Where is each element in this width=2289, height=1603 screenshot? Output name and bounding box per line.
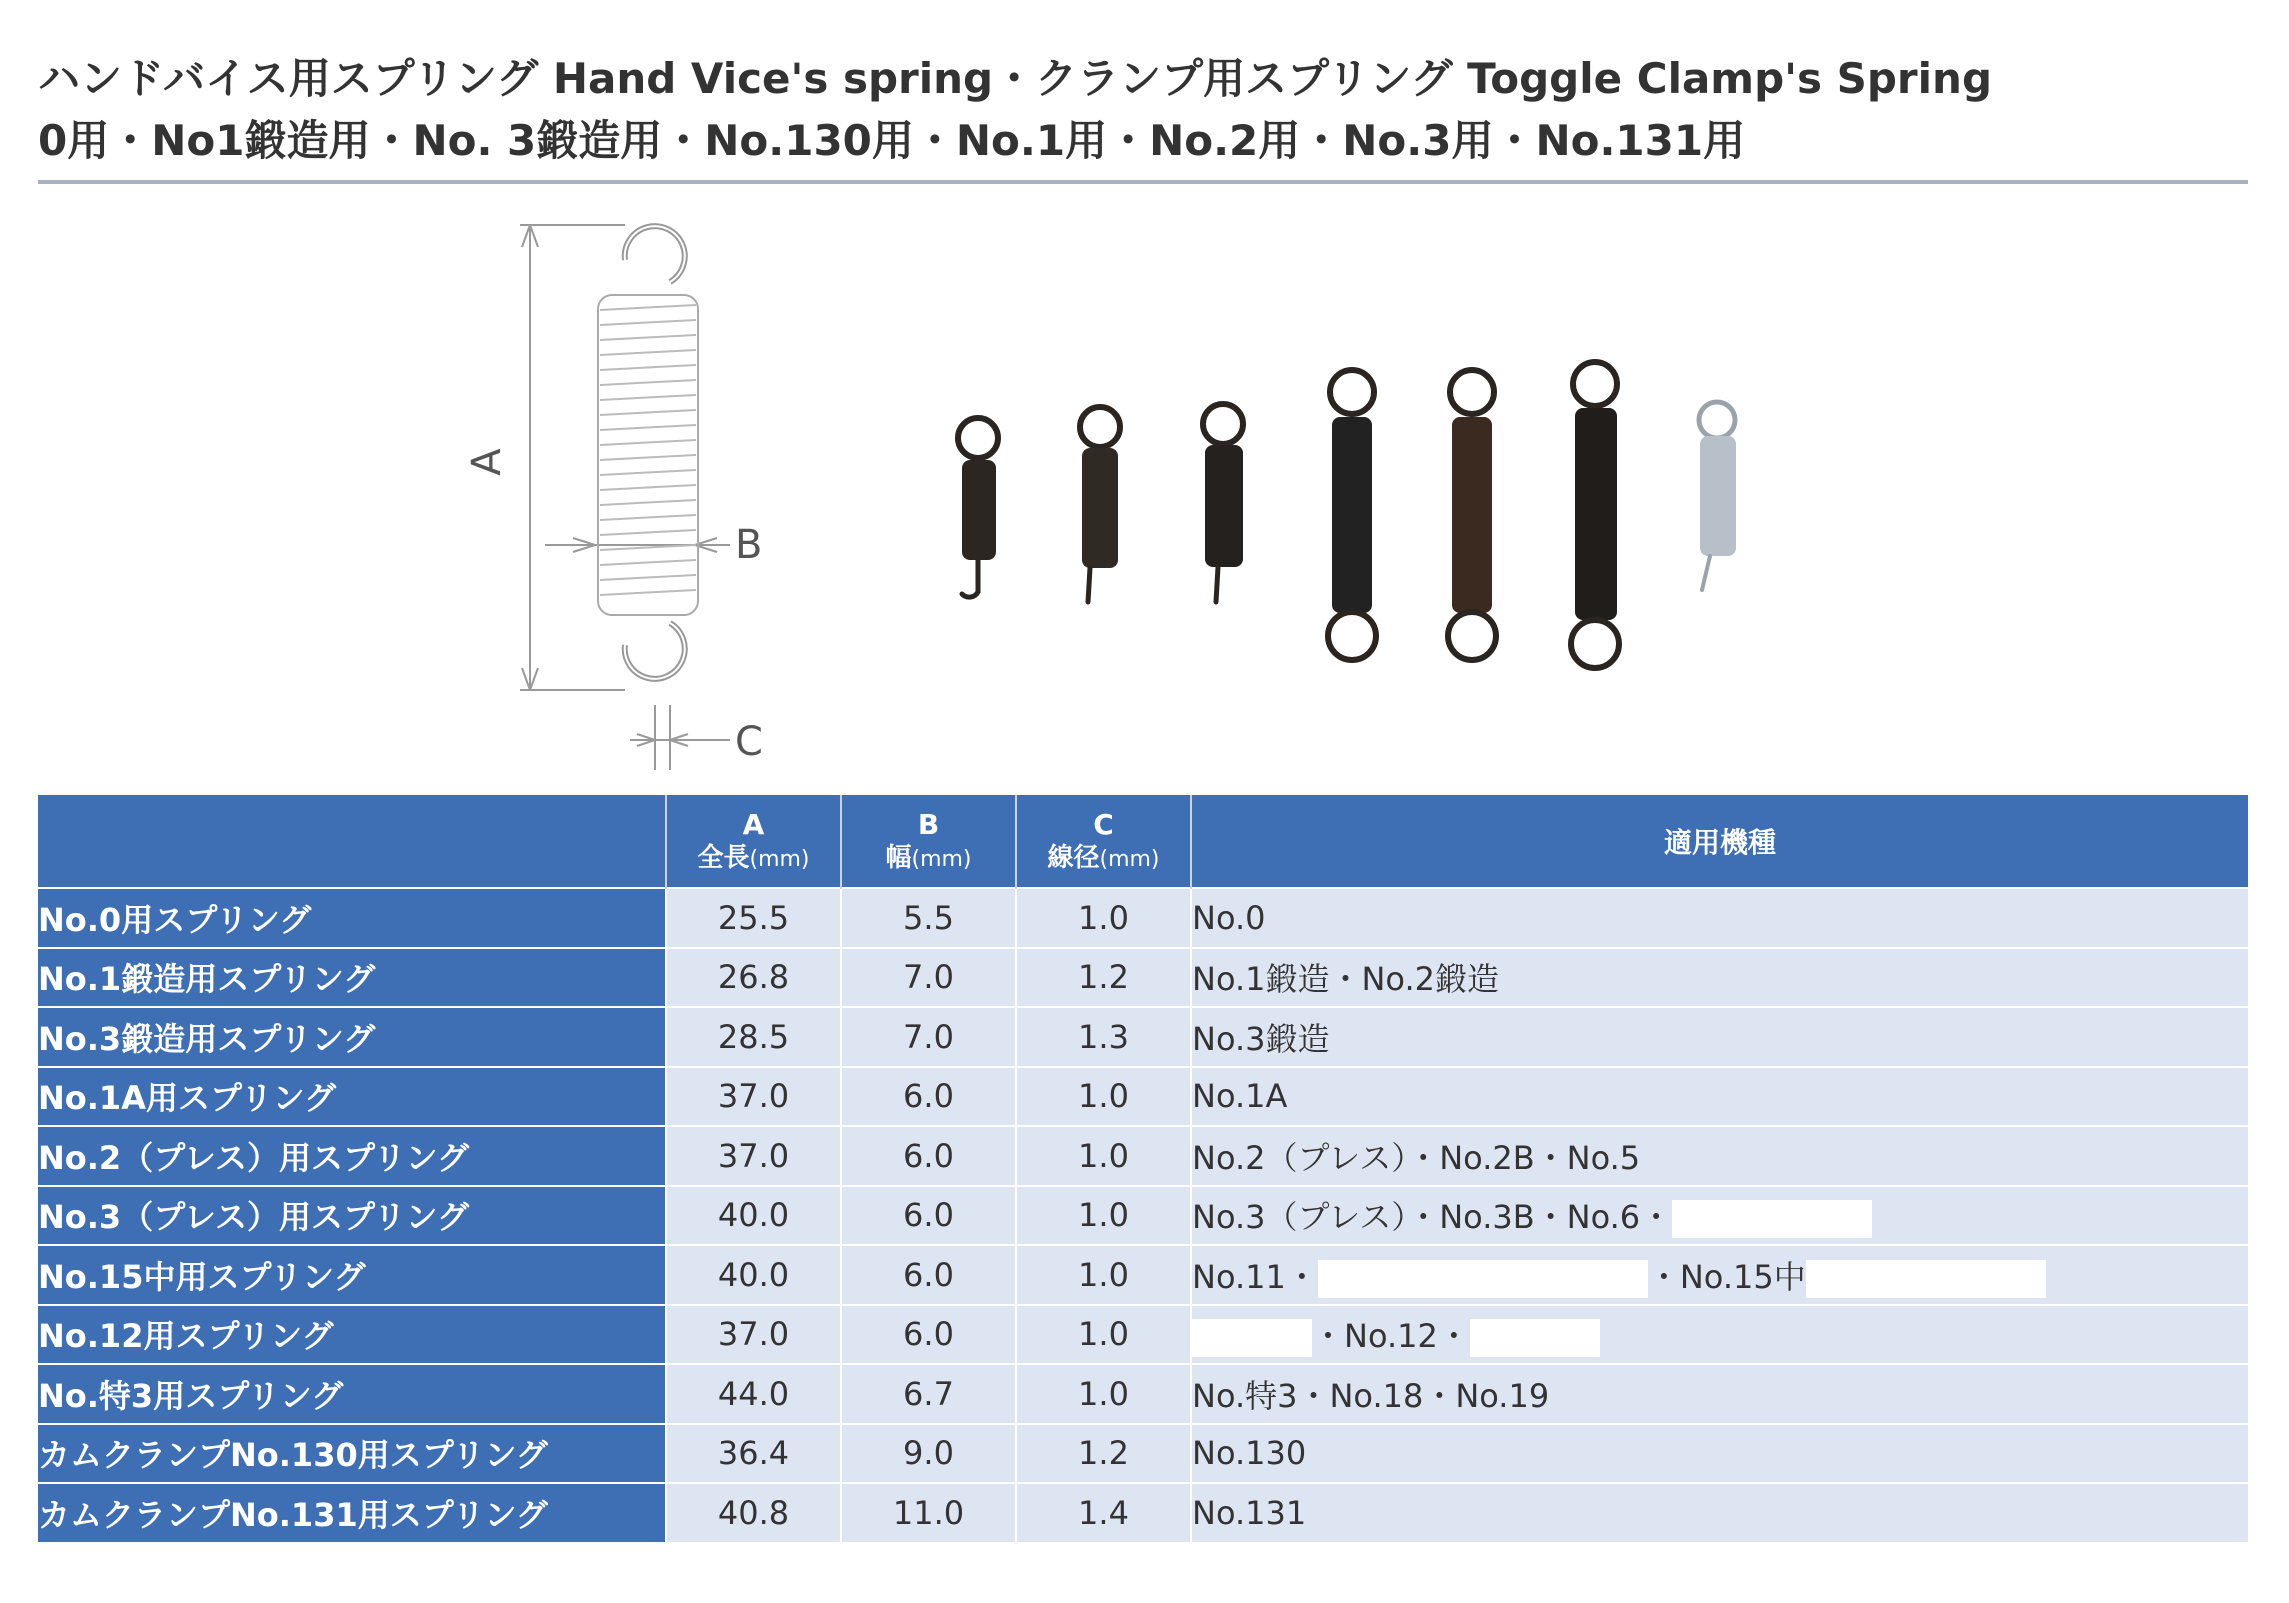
cell-apply: No.2（プレス）・No.2B・No.5 — [1191, 1126, 2248, 1186]
spring-coils — [600, 305, 696, 595]
cell-a: 40.0 — [666, 1186, 841, 1246]
cell-b: 6.0 — [841, 1186, 1016, 1246]
cell-b: 6.0 — [841, 1126, 1016, 1186]
title-divider — [38, 180, 2248, 184]
row-name: カムクランプNo.130用スプリング — [38, 1424, 666, 1484]
redaction-mask — [1806, 1260, 2046, 1298]
row-name: No.3鍛造用スプリング — [38, 1007, 666, 1067]
cell-apply: ・No.12・ — [1191, 1305, 2248, 1365]
row-name: No.2（プレス）用スプリング — [38, 1126, 666, 1186]
cell-a: 26.8 — [666, 948, 841, 1008]
spring-photo-1 — [958, 418, 998, 597]
table-row — [38, 948, 2248, 1008]
redaction-mask — [1192, 1319, 1312, 1357]
table-row — [38, 1424, 2248, 1484]
label-a: A — [464, 448, 510, 476]
row-name: No.3（プレス）用スプリング — [38, 1186, 666, 1246]
title-line-1: ハンドバイス用スプリング Hand Vice's spring・クランプ用スプリング Toggle Clamp's Spring — [38, 54, 1993, 103]
row-name: No.1鍛造用スプリング — [38, 948, 666, 1008]
spring-spec-table — [38, 795, 2248, 1542]
row-name: No.1A用スプリング — [38, 1067, 666, 1127]
table-row — [38, 1364, 2248, 1424]
cell-c: 1.0 — [1016, 1067, 1191, 1127]
spring-photo-4 — [1328, 370, 1376, 660]
table-row — [38, 1007, 2248, 1067]
header-empty — [38, 795, 666, 888]
table-header-row — [38, 795, 2248, 888]
header-b: B 幅(mm) — [841, 795, 1016, 888]
cell-apply: No.0 — [1191, 888, 2248, 948]
cell-apply: No.11・ ・No.15中 — [1191, 1245, 2248, 1305]
title-line-2: 0用・No1鍛造用・No. 3鍛造用・No.130用・No.1用・No.2用・No.3用・No.131用 — [38, 116, 1746, 165]
cell-a: 36.4 — [666, 1424, 841, 1484]
cell-apply: No.130 — [1191, 1424, 2248, 1484]
cell-a: 37.0 — [666, 1305, 841, 1365]
table-row — [38, 1305, 2248, 1365]
spring-photo-6 — [1571, 362, 1619, 668]
table-row — [38, 888, 2248, 948]
redaction-mask — [1672, 1200, 1872, 1238]
cell-apply: No.3（プレス）・No.3B・No.6・ — [1191, 1186, 2248, 1246]
cell-b: 7.0 — [841, 1007, 1016, 1067]
cell-a: 40.8 — [666, 1483, 841, 1542]
cell-apply: No.3鍛造 — [1191, 1007, 2248, 1067]
cell-apply: No.1A — [1191, 1067, 2248, 1127]
cell-c: 1.2 — [1016, 1424, 1191, 1484]
row-name: No.0用スプリング — [38, 888, 666, 948]
cell-c: 1.0 — [1016, 1126, 1191, 1186]
table-row — [38, 1186, 2248, 1246]
cell-c: 1.0 — [1016, 1245, 1191, 1305]
cell-c: 1.2 — [1016, 948, 1191, 1008]
row-name: No.特3用スプリング — [38, 1364, 666, 1424]
table-row — [38, 1245, 2248, 1305]
cell-a: 37.0 — [666, 1126, 841, 1186]
cell-b: 11.0 — [841, 1483, 1016, 1542]
cell-apply: No.131 — [1191, 1483, 2248, 1542]
cell-b: 5.5 — [841, 888, 1016, 948]
page-title — [38, 48, 2268, 172]
cell-b: 6.0 — [841, 1245, 1016, 1305]
table-row — [38, 1126, 2248, 1186]
header-a: A 全長(mm) — [666, 795, 841, 888]
table-row — [38, 1067, 2248, 1127]
spring-photo-5 — [1448, 370, 1496, 660]
spring-photo-7 — [1699, 402, 1736, 590]
redaction-mask — [1470, 1319, 1600, 1357]
table-row — [38, 1483, 2248, 1542]
cell-apply: No.特3・No.18・No.19 — [1191, 1364, 2248, 1424]
header-apply: 適用機種 — [1191, 795, 2248, 888]
cell-c: 1.3 — [1016, 1007, 1191, 1067]
cell-c: 1.0 — [1016, 1364, 1191, 1424]
label-b: B — [735, 522, 763, 568]
row-name: No.15中用スプリング — [38, 1245, 666, 1305]
label-c: C — [735, 719, 763, 765]
cell-c: 1.4 — [1016, 1483, 1191, 1542]
spring-photo-3 — [1203, 404, 1243, 602]
cell-a: 40.0 — [666, 1245, 841, 1305]
cell-b: 6.7 — [841, 1364, 1016, 1424]
cell-b: 9.0 — [841, 1424, 1016, 1484]
header-c: C 線径(mm) — [1016, 795, 1191, 888]
row-name: カムクランプNo.131用スプリング — [38, 1483, 666, 1542]
spring-photo-2 — [1080, 407, 1120, 602]
springs-photo — [920, 340, 1820, 680]
cell-b: 6.0 — [841, 1067, 1016, 1127]
cell-c: 1.0 — [1016, 888, 1191, 948]
cell-a: 28.5 — [666, 1007, 841, 1067]
redaction-mask — [1318, 1260, 1648, 1298]
cell-a: 44.0 — [666, 1364, 841, 1424]
spring-dimension-diagram — [450, 200, 870, 780]
cell-b: 7.0 — [841, 948, 1016, 1008]
cell-c: 1.0 — [1016, 1186, 1191, 1246]
cell-apply: No.1鍛造・No.2鍛造 — [1191, 948, 2248, 1008]
cell-a: 25.5 — [666, 888, 841, 948]
row-name: No.12用スプリング — [38, 1305, 666, 1365]
cell-c: 1.0 — [1016, 1305, 1191, 1365]
cell-a: 37.0 — [666, 1067, 841, 1127]
cell-b: 6.0 — [841, 1305, 1016, 1365]
